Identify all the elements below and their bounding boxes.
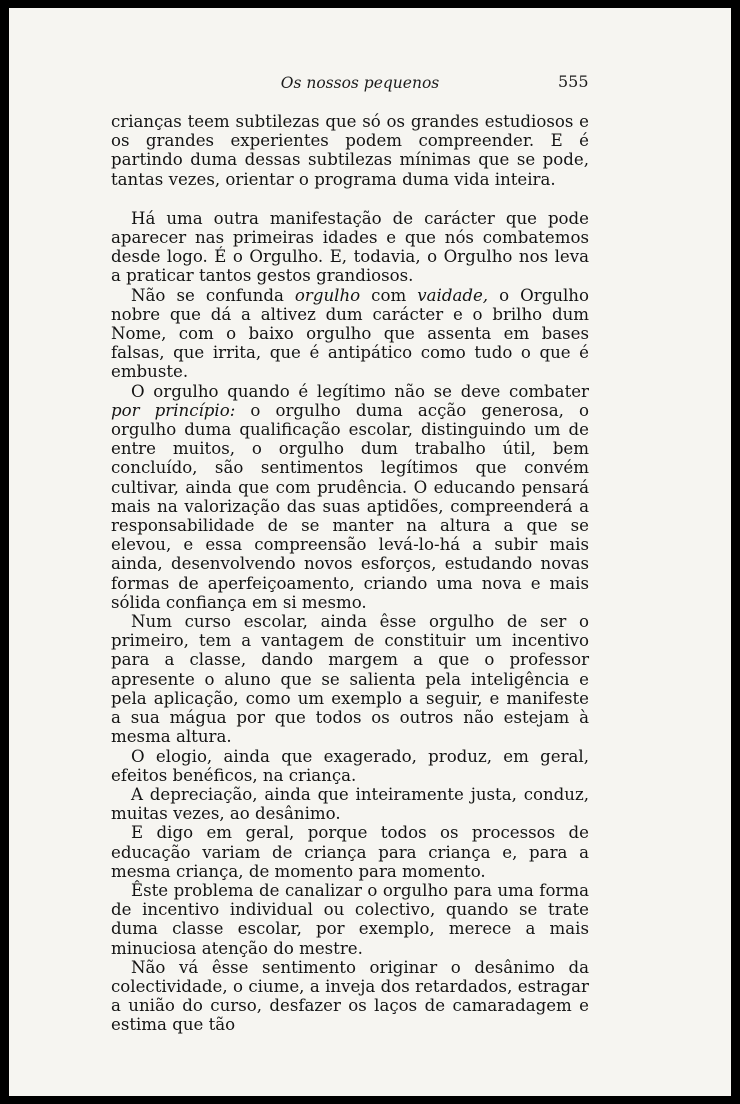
paragraph-9 <box>111 881 589 958</box>
paragraph-7 <box>111 785 589 823</box>
text-segment: o orgulho duma acção generosa, o orgulho duma qualificação escolar, distinguindo um de entre muitos, o orgulho dum trabalho útil, bem concluído, são sentimentos legítimos que convém cultivar, ainda que com prudência. O educando pensará mais na valorização das suas aptidões, compreenderá a responsabilidade de se manter na altura a que se elevou, e essa compreensão levá-lo-há a subir mais ainda, desenvolvendo novos esforços, estudando novas formas de aperfeiçoamento, criando uma nova e mais sólida confiança em si mesmo. <box>111 400 589 612</box>
page-header <box>9 72 731 96</box>
italic-term-vaidade: vaidade, <box>417 285 489 305</box>
paragraph-4 <box>111 382 589 612</box>
paragraph-3 <box>111 286 589 382</box>
body-text <box>111 112 589 1035</box>
paragraph-2 <box>111 209 589 286</box>
text-segment: Não vá êsse sentimento originar o desânimo da colectividade, o ciume, a inveja dos retardados, estragar a união do curso, desfazer os laços de camaradagem e estima que tão <box>111 957 589 1035</box>
text-segment: E digo em geral, porque todos os processos de educação variam de criança para criança e, para a mesma criança, de momento para momento. <box>111 823 589 881</box>
text-segment: O orgulho quando é legítimo não se deve combater <box>131 381 589 401</box>
italic-term-orgulho: orgulho <box>294 285 361 305</box>
page-number: 555 <box>558 72 589 91</box>
text-segment: o Orgulho nobre que dá a altivez dum carácter e o brilho dum Nome, com o baixo orgulho que assenta em bases falsas, que irrita, que é antipático como tudo o que é embuste. <box>111 285 589 382</box>
text-segment: Não se confunda <box>131 285 295 305</box>
paragraph-1 <box>111 112 589 189</box>
text-segment: O elogio, ainda que exagerado, produz, em geral, efeitos benéficos, na criança. <box>111 746 589 785</box>
running-title: Os nossos pequenos <box>280 74 440 92</box>
text-segment: Êste problema de canalizar o orgulho para uma forma de incentivo individual ou colectivo, quando se trate duma classe escolar, por exemplo, merece a mais minuciosa atenção do mestre. <box>111 880 589 958</box>
paragraph-5 <box>111 612 589 746</box>
italic-term-por-principio: por princípio: <box>111 400 236 420</box>
text-segment: crianças teem subtilezas que só os grandes estudiosos e os grandes experientes podem compreender. E é partindo duma dessas subtilezas mínimas que se pode, tantas vezes, orientar o programa duma vida inteira. <box>111 112 589 189</box>
paragraph-6 <box>111 747 589 785</box>
text-segment: com <box>360 285 418 305</box>
text-segment: Há uma outra manifestação de carácter que pode aparecer nas primeiras idades e que nós combatemos desde logo. É o Orgulho. E, todavia, o Orgulho nos leva a praticar tantos gestos grandiosos. <box>111 208 589 286</box>
paragraph-10 <box>111 958 589 1035</box>
paragraph-8 <box>111 823 589 881</box>
book-page <box>9 8 731 1096</box>
text-segment: Num curso escolar, ainda êsse orgulho de ser o primeiro, tem a vantagem de constituir um incentivo para a classe, dando margem a que o professor apresente o aluno que se salienta pela inteligência e pela aplicação, como um exemplo a seguir, e manifeste a sua mágua por que todos os outros não estejam à mesma altura. <box>111 612 589 747</box>
text-segment: A depreciação, ainda que inteiramente justa, conduz, muitas vezes, ao desânimo. <box>111 784 589 824</box>
